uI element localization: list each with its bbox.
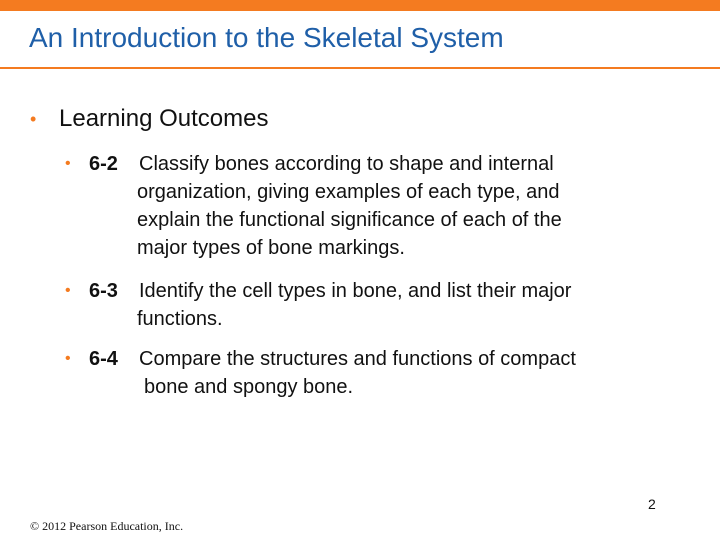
- outcome-text-line: functions.: [137, 308, 223, 330]
- outcome-code: 6-4: [89, 348, 118, 370]
- bullet-marker: •: [65, 282, 71, 299]
- bullet-marker: •: [65, 350, 71, 367]
- outcome-text-line: Identify the cell types in bone, and list their major: [139, 280, 572, 302]
- outcome-text-line: explain the functional significance of each of the: [137, 209, 562, 231]
- bullet-marker: •: [30, 109, 37, 129]
- outcome-text-line: major types of bone markings.: [137, 237, 405, 259]
- outcome-text-line: Classify bones according to shape and internal: [139, 153, 554, 175]
- page-number: 2: [648, 496, 656, 512]
- outcome-text-line: bone and spongy bone.: [144, 376, 354, 398]
- learning-outcomes-heading: Learning Outcomes: [59, 105, 269, 132]
- title-divider: [0, 67, 720, 69]
- copyright-notice: © 2012 Pearson Education, Inc.: [30, 519, 184, 533]
- outcome-text-line: organization, giving examples of each type, and: [137, 181, 560, 203]
- outcome-code: 6-3: [89, 280, 118, 302]
- bullet-marker: •: [65, 155, 71, 172]
- outcome-code: 6-2: [89, 153, 118, 175]
- outcome-text-line: Compare the structures and functions of compact: [139, 348, 576, 370]
- top-accent-bar: [0, 0, 720, 11]
- slide-title: An Introduction to the Skeletal System: [29, 22, 504, 53]
